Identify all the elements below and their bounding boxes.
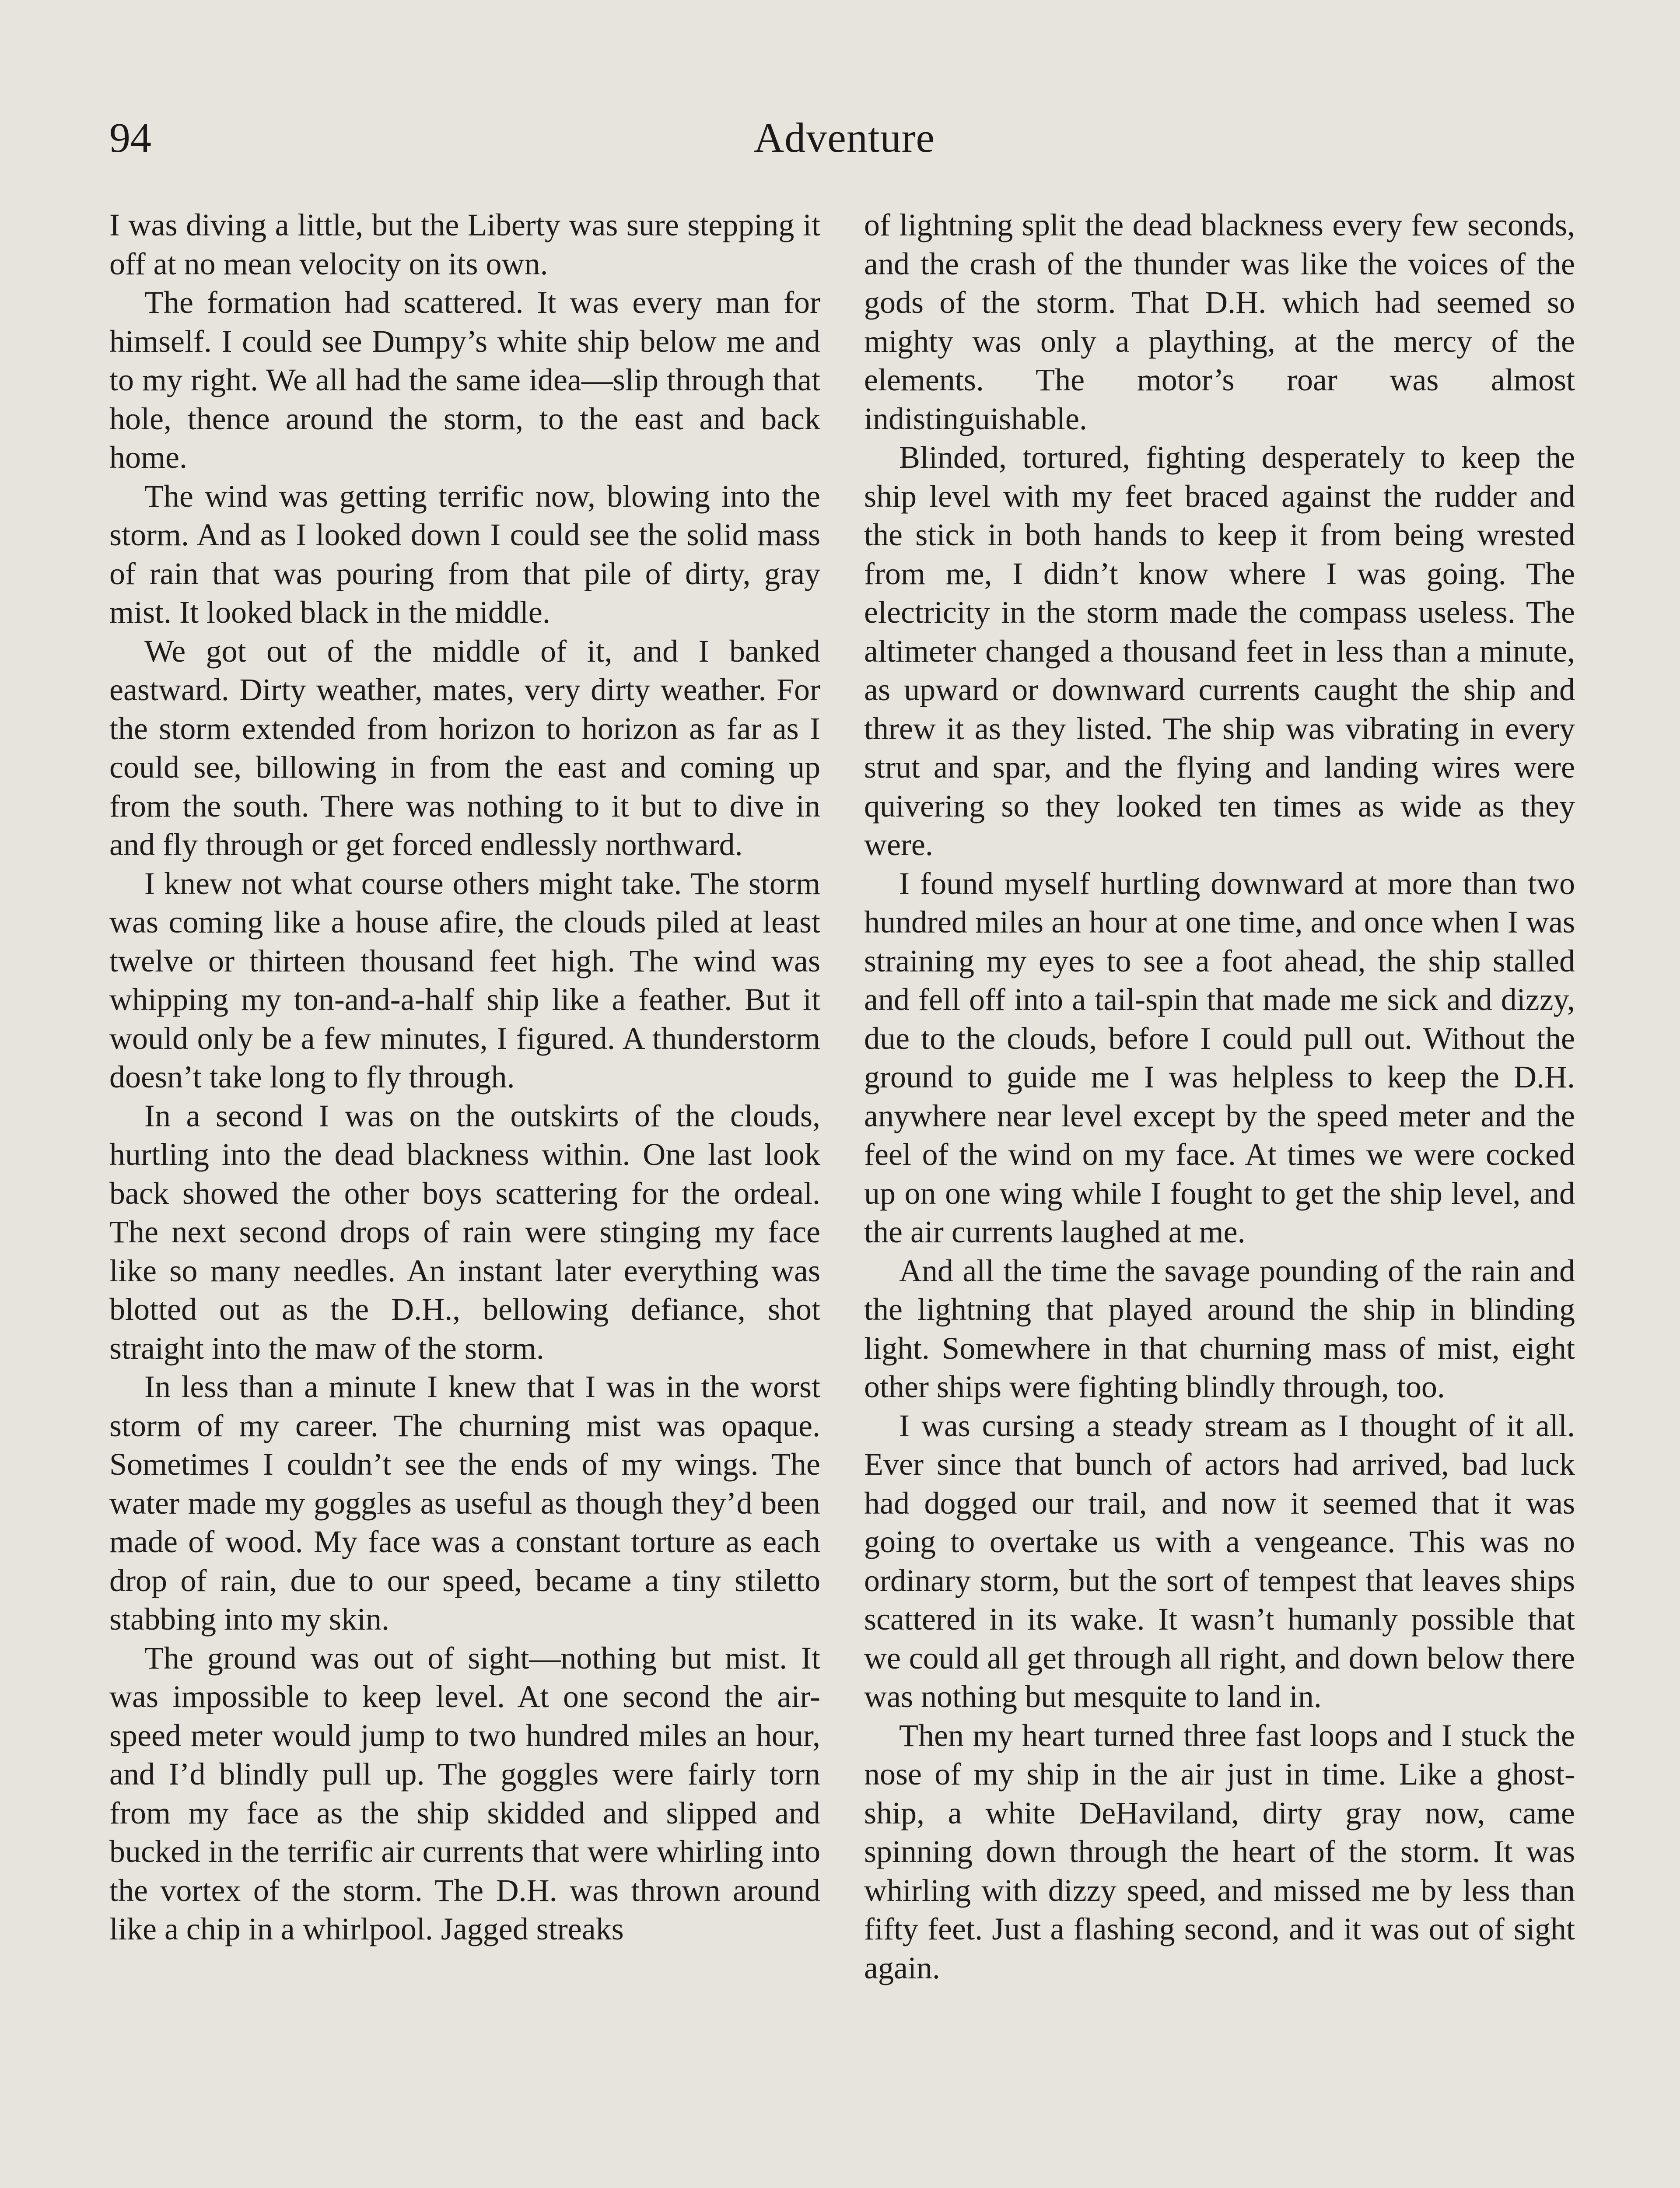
left-column (109, 206, 820, 2188)
paragraph: The ground was out of sight—nothing but mist. It was impossible to keep level. At one second the air-speed meter would jump to two hundred miles an hour, and I’d blindly pull up. The goggles were fairly torn from my face as the ship skidded and slipped and bucked in the terrific air currents that were whirling into the vortex of the storm. The D.H. was thrown around like a chip in a whirlpool. Jagged streaks (109, 1640, 820, 1946)
paragraph: In a second I was on the outskirts of the clouds, hurtling into the dead blackness within. One last look back showed the other boys scattering for the ordeal. The next second drops of rain were stinging my face like so many needles. An instant later everything was blotted out as the D.H., bellowing defiance, shot straight into the maw of the storm. (109, 1098, 820, 1366)
paragraph: The wind was getting terrific now, blowing into the storm. And as I looked down I could see the solid mass of rain that was pouring from that pile of dirty, gray mist. It looked black in the middle. (109, 478, 820, 630)
paragraph: We got out of the middle of it, and I banked eastward. Dirty weather, mates, very dirty weather. For the storm extended from horizon to horizon as far as I could see, billowing in from the east and coming up from the south. There was nothing to it but to dive in and fly through or get forced endlessly northward. (109, 633, 820, 862)
running-title: Adventure (753, 114, 935, 161)
paragraph: I knew not what course others might take. The storm was coming like a house afire, the clouds piled at least twelve or thirteen thousand feet high. The wind was whipping my ton-and-a-half ship like a feather. But it would only be a few minutes, I figured. A thunderstorm doesn’t take long to fly through. (109, 866, 820, 1094)
page-number: 94 (109, 114, 151, 161)
paragraph: Blinded, tortured, fighting desperately to keep the ship level with my feet braced against the rudder and the stick in both hands to keep it from being wrested from me, I didn’t know where I was going. The electricity in the storm made the compass useless. The altimeter changed a thousand feet in less than a minute, as upward or downward currents caught the ship and threw it as they listed. The ship was vibrating in every strut and spar, and the flying and landing wires were quivering so they looked ten times as wide as they were. (864, 440, 1575, 862)
paragraph: In less than a minute I knew that I was in the worst storm of my career. The churning mist was opaque. Sometimes I couldn’t see the ends of my wings. The water made my goggles as useful as though they’d been made of wood. My face was a constant torture as each drop of rain, due to our speed, became a tiny stiletto stabbing into my skin. (109, 1369, 820, 1637)
right-column (864, 206, 1575, 2188)
paragraph: Then my heart turned three fast loops and I stuck the nose of my ship in the air just in time. Like a ghost-ship, a white DeHaviland, dirty gray now, came spinning down through the heart of the storm. It was whirling with dizzy speed, and missed me by less than fifty feet. Just a flashing second, and it was out of sight again. (864, 1718, 1575, 1985)
paragraph: I found myself hurtling downward at more than two hundred miles an hour at one time, and once when I was straining my eyes to see a foot ahead, the ship stalled and fell off into a tail-spin that made me sick and dizzy, due to the clouds, before I could pull out. Without the ground to guide me I was helpless to keep the D.H. anywhere near level except by the speed meter and the feel of the wind on my face. At times we were cocked up on one wing while I fought to get the ship level, and the air currents laughed at me. (864, 866, 1575, 1249)
paragraph: The formation had scattered. It was every man for himself. I could see Dumpy’s white ship below me and to my right. We all had the same idea—slip through that hole, thence around the storm, to the east and back home. (109, 285, 820, 475)
paragraph: And all the time the savage pounding of the rain and the lightning that played around the ship in blinding light. Somewhere in that churning mass of mist, eight other ships were fighting blindly through, too. (864, 1253, 1575, 1404)
page-header (109, 109, 1579, 166)
paragraph: I was diving a little, but the Liberty was sure stepping it off at no mean velocity on its own. (109, 207, 820, 281)
paragraph: of lightning split the dead blackness every few seconds, and the crash of the thunder was like the voices of the gods of the storm. That D.H. which had seemed so mighty was only a plaything, at the mercy of the elements. The motor’s roar was almost indistinguishable. (864, 207, 1575, 436)
paragraph: I was cursing a steady stream as I thought of it all. Ever since that bunch of actors had arrived, bad luck had dogged our trail, and now it seemed that it was going to overtake us with a vengeance. This was no ordinary storm, but the sort of tempest that leaves ships scattered in its wake. It wasn’t humanly possible that we could all get through all right, and down below there was nothing but mesquite to land in. (864, 1408, 1575, 1714)
